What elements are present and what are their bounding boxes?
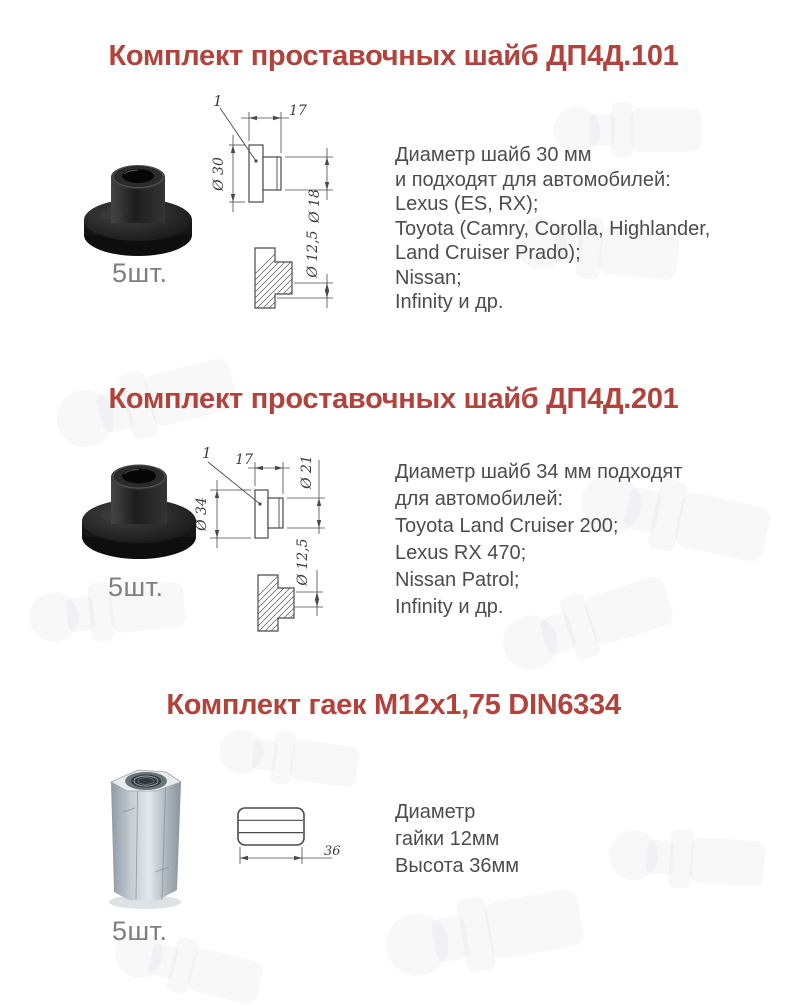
drawing-1-width-dim-label: 17 (289, 103, 307, 119)
drawing-2-bore-diameter-label: Ø 12,5 (295, 538, 311, 586)
section-2-title: Комплект проставочных шайб ДП4Д.201 (108, 383, 679, 415)
section-1-product-photo-washer (82, 148, 194, 260)
section-2-product-photo-washer (80, 448, 198, 562)
drawing-2-outer-diameter-label: Ø 34 (194, 497, 210, 531)
section-1-quantity-label: 5шт. (112, 258, 168, 288)
description-line: Land Cruiser Prado); (395, 242, 581, 264)
description-line: Lexus RX 470; (395, 542, 527, 564)
description-line: Infinity и др. (395, 596, 504, 618)
drawing-1-part-ref-label: 1 (213, 92, 223, 110)
description-line: Диаметр (395, 801, 476, 823)
section-3-quantity-label: 5шт. (112, 916, 168, 946)
section-2-description (395, 459, 682, 621)
drawing-2-part-ref-label: 1 (202, 444, 212, 462)
section-2-technical-drawing (190, 442, 340, 637)
section-3-product-photo-nut (93, 752, 199, 914)
section-2-quantity-label: 5шт. (108, 572, 164, 602)
description-line: и подходят для автомобилей: (395, 168, 671, 191)
description-line: Lexus (ES, RX); (395, 193, 539, 215)
description-line: Высота 36мм (395, 855, 519, 877)
description-line: для автомобилей: (395, 488, 564, 510)
drawing-2-width-dim-label: 17 (235, 452, 253, 468)
drawing-1-bore-diameter-label: Ø 12,5 (305, 230, 321, 278)
drawing-2-hub-diameter-label: Ø 21 (299, 455, 315, 489)
description-line: Диаметр шайб 30 мм (395, 144, 592, 166)
section-3-technical-drawing (228, 783, 378, 878)
description-line: Infinity и др. (395, 291, 504, 313)
description-line: Toyota (Camry, Corolla, Highlander, (395, 217, 711, 240)
section-1-title: Комплект проставочных шайб ДП4Д.101 (108, 40, 679, 72)
description-line: Диаметр шайб 34 мм подходят (395, 461, 683, 483)
description-line: Nissan; (395, 266, 462, 289)
drawing-1-outer-diameter-label: Ø 30 (211, 157, 227, 191)
section-1-description (395, 143, 710, 315)
drawing-1-hub-diameter-label: Ø 18 (307, 189, 323, 223)
section-3-title: Комплект гаек М12х1,75 DIN6334 (166, 689, 621, 721)
description-line: гайки 12мм (395, 828, 500, 850)
description-line: Nissan Patrol; (395, 569, 520, 591)
drawing-3-length-dim-label: 36 (324, 844, 341, 859)
section-1-technical-drawing (193, 88, 343, 323)
section-3-description (395, 799, 519, 880)
description-line: Toyota Land Cruiser 200; (395, 515, 619, 537)
